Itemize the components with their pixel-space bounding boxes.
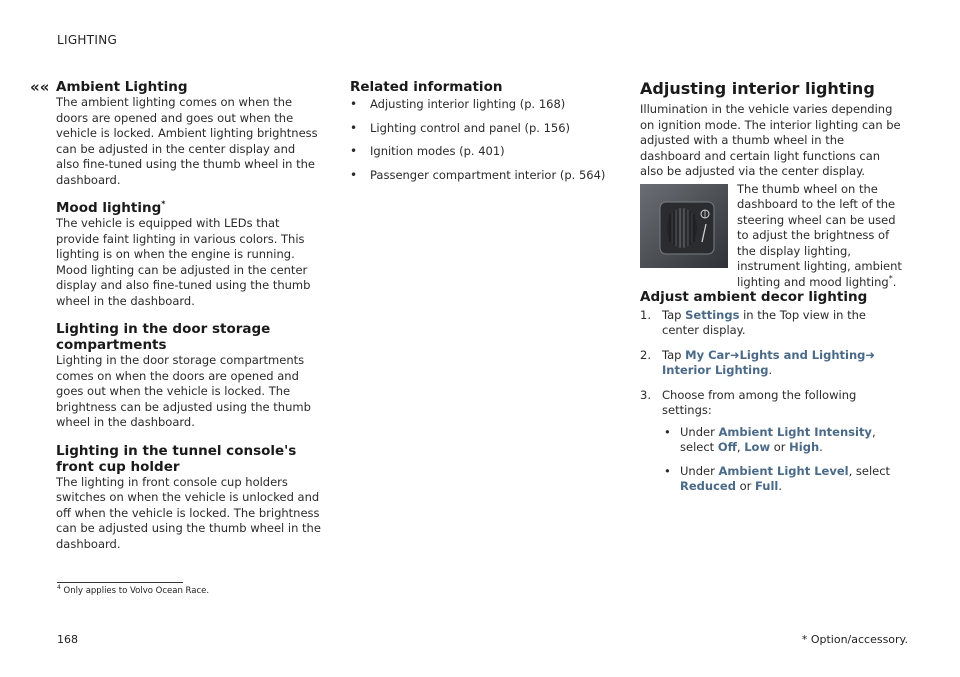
mood-heading-label: Mood lighting — [56, 200, 162, 216]
related-link-adjusting-interior-lighting[interactable]: • Adjusting interior lighting (p. 168) — [350, 97, 610, 113]
related-link-passenger-compartment[interactable]: • Passenger compartment interior (p. 564) — [350, 168, 610, 184]
mood-heading — [56, 200, 322, 216]
left-column — [56, 79, 322, 564]
tunnel-text: The lighting in front console cup holders switches on when the vehicle is unlocked and off when the vehicle is locked. The brightness can be adjusted using the thumb wheel in the dashboard. — [56, 474, 321, 551]
thumb-wheel-figure — [640, 181, 906, 289]
right-column — [640, 79, 906, 504]
related-heading: Related information — [350, 79, 503, 95]
related-list — [350, 97, 610, 183]
footnote-divider — [57, 582, 183, 583]
option-text: , select — [848, 463, 891, 478]
step-number: 1. — [640, 307, 651, 322]
ambient-heading: Ambient Lighting — [56, 79, 188, 95]
option-text: or — [735, 479, 756, 493]
option-text: Under — [680, 463, 719, 478]
related-link-ignition-modes[interactable]: • Ignition modes (p. 401) — [350, 144, 610, 160]
high-ui-label: High — [789, 440, 820, 454]
door-section — [56, 321, 322, 431]
thumb-wheel-image — [640, 184, 728, 268]
option-intensity — [662, 425, 906, 456]
door-text: Lighting in the door storage compartments comes on when the doors are opened and goes out when the vehicle is locked. The brightness can be adjusted using the thumb wheel in the dashboard. — [56, 353, 311, 429]
ambient-light-level-ui-label: Ambient Light Level — [718, 463, 849, 478]
tunnel-heading: Lighting in the tunnel console's front cup holder — [56, 442, 297, 475]
page-number: 168 — [57, 633, 78, 646]
figure-caption-end: . — [892, 274, 897, 289]
step-text: . — [768, 363, 773, 377]
option-marker: * — [888, 273, 893, 283]
full-ui-label: Full — [755, 479, 779, 493]
ambient-section — [56, 79, 322, 188]
mood-text: The vehicle is equipped with LEDs that provide faint lighting in various colors. This lighting is on when the engine is running. Mood lighting can be adjusted in the center display and also fine-tuned using the thumb wheel in the dashboard. — [56, 216, 311, 308]
step-text: in the Top view in the center display. — [662, 307, 866, 337]
ambient-text: The ambient lighting comes on when the doors are opened and goes out when the vehicle is locked. Ambient lighting brightness can be adjusted in the center display and also fine-tuned using the thumb wheel in the dashboard. — [56, 95, 318, 187]
options-list — [662, 425, 906, 495]
settings-ui-label: Settings — [685, 307, 740, 322]
footnote-number: 4 — [57, 584, 61, 592]
step-text: Choose from among the following settings: — [662, 387, 857, 417]
running-header: LIGHTING — [57, 33, 118, 47]
option-text: or — [770, 440, 790, 454]
intro-text: Illumination in the vehicle varies depending on ignition mode. The interior lighting can be adjusted with a thumb wheel in the dashboard and certain light functions can also be adjusted via the center display. — [640, 102, 901, 178]
step-3 — [640, 388, 906, 495]
step-number: 3. — [640, 387, 651, 402]
option-text: Under — [680, 424, 719, 439]
continued-marker: «« — [30, 78, 50, 96]
off-ui-label: Off — [717, 440, 737, 454]
option-marker: * — [161, 199, 166, 209]
section-title: Adjusting interior lighting — [640, 79, 875, 98]
step-1 — [640, 308, 906, 339]
step-text: Tap — [662, 347, 686, 362]
step-text: Tap — [662, 307, 686, 322]
adjust-decor-heading: Adjust ambient decor lighting — [640, 288, 868, 305]
step-number: 2. — [640, 347, 651, 362]
low-ui-label: Low — [744, 440, 771, 454]
option-text: . — [778, 479, 783, 493]
my-car-ui-label: My Car — [685, 347, 730, 362]
ambient-light-intensity-ui-label: Ambient Light Intensity — [718, 424, 872, 439]
reduced-ui-label: Reduced — [680, 479, 736, 493]
figure-caption-text: The thumb wheel on the dashboard to the left of the steering wheel can be used to adjust the brightness of the display lighting, instrument lighting, ambient lighting and mood lighting — [737, 181, 902, 289]
door-heading: Lighting in the door storage compartments — [56, 321, 271, 353]
tunnel-section — [56, 443, 322, 553]
related-link-lighting-control-panel[interactable]: • Lighting control and panel (p. 156) — [350, 121, 610, 137]
footnote-text: Only applies to Volvo Ocean Race. — [63, 586, 210, 596]
figure-caption — [737, 182, 907, 291]
interior-lighting-ui-label: Interior Lighting — [662, 363, 769, 377]
arrow-right-icon: ➜ — [729, 347, 740, 362]
mood-section — [56, 200, 322, 309]
arrow-right-icon: ➜ — [865, 347, 875, 362]
footnote — [57, 586, 209, 596]
option-text: , — [736, 440, 745, 454]
middle-column — [350, 79, 610, 191]
steps-list — [640, 308, 906, 495]
option-accessory-note: * Option/accessory. — [801, 633, 908, 646]
option-text: . — [819, 440, 823, 454]
option-text: , select — [680, 424, 876, 454]
option-level — [662, 464, 906, 495]
step-2 — [640, 348, 906, 379]
lights-and-lighting-ui-label: Lights and Lighting — [739, 347, 866, 362]
